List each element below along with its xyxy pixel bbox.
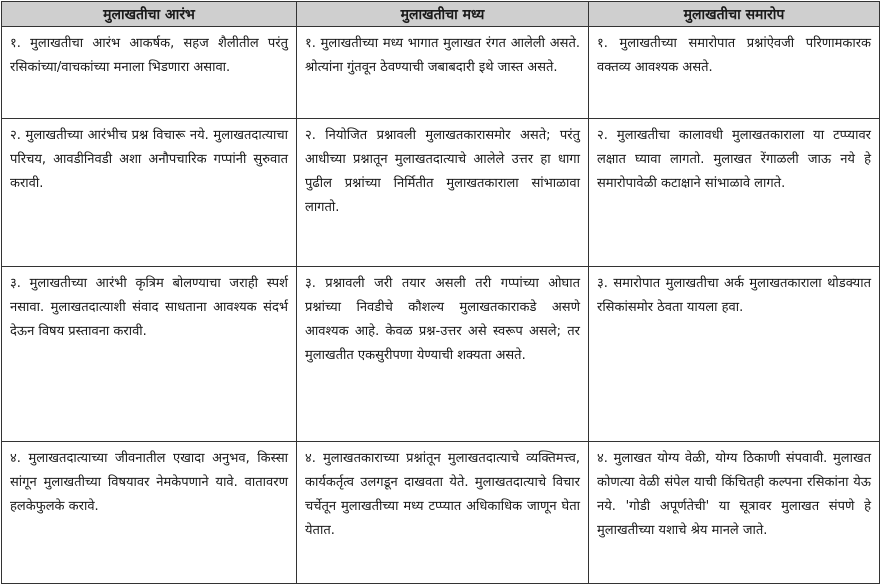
cell-text: ४. मुलाखतदात्याच्या जीवनातील एखादा अनुभव, किस्सा सांगून मुलाखतीच्या विषयावर नेमकेपणाने यावे. वातावरण हलकेफुलके करावे. bbox=[10, 451, 288, 514]
cell-text: ३. मुलाखतीच्या आरंभी कृत्रिम बोलण्याचा जराही स्पर्श नसावा. मुलाखतदात्याशी संवाद साधताना आवश्यक संदर्भ देऊन विषय प्रस्तावना करावी. bbox=[10, 276, 288, 339]
table-cell bbox=[297, 27, 589, 119]
header-interview-beginning: मुलाखतीचा आरंभ bbox=[2, 2, 297, 27]
header-row bbox=[2, 2, 880, 27]
cell-text: १. मुलाखतीच्या समारोपात प्रश्नांऐवजी परिणामकारक वक्तव्य आवश्यक असते. bbox=[597, 36, 871, 75]
comparison-table bbox=[1, 1, 880, 584]
cell-text: ३. प्रश्नावली जरी तयार असली तरी गप्पांच्या ओघात प्रश्नांच्या निवडीचे कौशल्य मुलाखतकाराकडे असणे आवश्यक आहे. केवळ प्रश्न-उत्तर असे स्वरूप असले; तर मुलाखतीत एकसुरीपणा येण्याची शक्यता असते. bbox=[305, 276, 580, 363]
table-cell bbox=[589, 442, 880, 584]
header-interview-middle: मुलाखतीचा मध्य bbox=[297, 2, 589, 27]
cell-text: १. मुलाखतीच्या मध्य भागात मुलाखत रंगत आलेली असते. श्रोत्यांना गुंतवून ठेवण्याची जबाबदारी इथे जास्त असते. bbox=[305, 36, 580, 75]
table-cell bbox=[589, 119, 880, 267]
header-interview-conclusion: मुलाखतीचा समारोप bbox=[589, 2, 880, 27]
table-cell bbox=[2, 442, 297, 584]
table-cell bbox=[589, 267, 880, 442]
table-row bbox=[2, 267, 880, 442]
table-cell bbox=[589, 27, 880, 119]
table-cell bbox=[297, 267, 589, 442]
table-row bbox=[2, 119, 880, 267]
table-cell bbox=[2, 119, 297, 267]
table-cell bbox=[2, 27, 297, 119]
cell-text: १. मुलाखतीचा आरंभ आकर्षक, सहज शैलीतील परंतु रसिकांच्या/वाचकांच्या मनाला भिडणारा असावा. bbox=[10, 36, 288, 75]
cell-text: २. मुलाखतीच्या आरंभीच प्रश्न विचारू नये. मुलाखतदात्याचा परिचय, आवडीनिवडी अशा अनौपचारिक गप्पांनी सुरुवात करावी. bbox=[10, 128, 288, 191]
cell-text: ३. समारोपात मुलाखतीचा अर्क मुलाखतकाराला थोडक्यात रसिकांसमोर ठेवता यायला हवा. bbox=[597, 276, 871, 315]
cell-text: ४. मुलाखतकाराच्या प्रश्नांतून मुलाखतदात्याचे व्यक्तिमत्त्व, कार्यकर्तृत्व उलगडून दाखवता येते. मुलाखतदात्याचे विचार चर्चेतून मुलाखतीच्या मध्य टप्प्यात अधिकाधिक जाणून घेता येतात. bbox=[305, 451, 580, 538]
table-row bbox=[2, 27, 880, 119]
table-cell bbox=[2, 267, 297, 442]
document-page bbox=[1, 1, 880, 581]
table-cell bbox=[297, 442, 589, 584]
cell-text: २. नियोजित प्रश्नावली मुलाखतकारासमोर असते; परंतु आधीच्या प्रश्नातून मुलाखतदात्याचे आलेले उत्तर हा धागा पुढील प्रश्नांच्या निर्मितीत मुलाखतकाराला सांभाळावा लागतो. bbox=[305, 128, 580, 215]
cell-text: ४. मुलाखत योग्य वेळी, योग्य ठिकाणी संपवावी. मुलाखत कोणत्या वेळी संपेल याची किंचितही कल्पना रसिकांना येऊ नये. 'गोडी अपूर्णतेची' या सूत्रावर मुलाखत संपणे हे मुलाखतीच्या यशाचे श्रेय मानले जाते. bbox=[597, 451, 871, 538]
table-row bbox=[2, 442, 880, 584]
table-cell bbox=[297, 119, 589, 267]
cell-text: २. मुलाखतीचा कालावधी मुलाखतकाराला या टप्प्यावर लक्षात घ्यावा लागतो. मुलाखत रेंगाळली जाऊ नये हे समारोपावेळी कटाक्षाने सांभाळावे लागते. bbox=[597, 128, 871, 191]
